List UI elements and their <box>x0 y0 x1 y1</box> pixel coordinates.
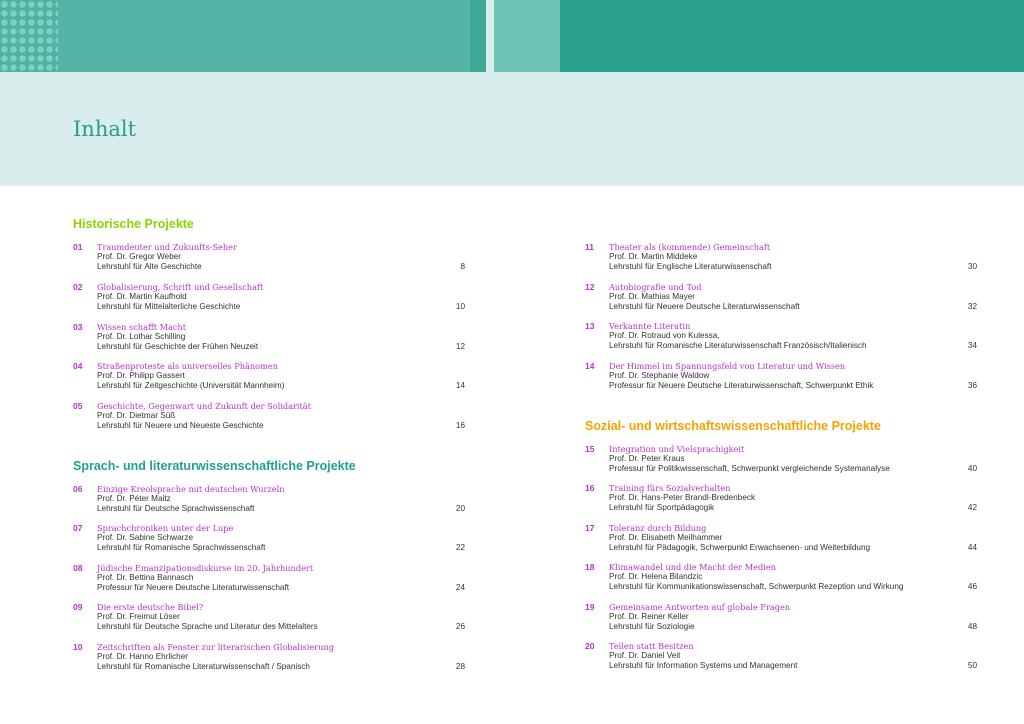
entry-author: Prof. Dr. Péter Maitz <box>97 494 171 503</box>
entry-title: Geschichte, Gegenwart und Zukunft der Solidarität <box>97 401 311 411</box>
toc-entry[interactable] <box>73 563 465 597</box>
entry-number: 17 <box>585 523 595 533</box>
entry-author: Prof. Dr. Martin Kaufhold <box>97 292 187 301</box>
entry-number: 02 <box>73 282 83 292</box>
entry-number: 01 <box>73 242 83 252</box>
entry-number: 13 <box>585 321 595 331</box>
entry-chair: Lehrstuhl für Neuere Deutsche Literaturwissenschaft <box>609 302 800 311</box>
entry-author: Prof. Dr. Peter Kraus <box>609 454 685 463</box>
page-title: Inhalt <box>73 117 137 141</box>
entry-number: 14 <box>585 361 595 371</box>
entry-title: Training fürs Sozialverhalten <box>609 483 731 493</box>
band-block <box>470 0 486 72</box>
entry-title: Sprachchroniken unter der Lupe <box>97 523 234 533</box>
entry-number: 16 <box>585 483 595 493</box>
entry-page: 28 <box>455 662 465 671</box>
entry-chair: Lehrstuhl für Mittelalterliche Geschichte <box>97 302 241 311</box>
entry-page: 32 <box>967 302 977 311</box>
toc-entry[interactable] <box>73 484 465 518</box>
entry-page: 36 <box>967 381 977 390</box>
toc-entry[interactable] <box>73 642 465 676</box>
entry-title: Einzige Kreolsprache mit deutschen Wurzeln <box>97 484 285 494</box>
entry-title: Toleranz durch Bildung <box>609 523 707 533</box>
entry-number: 11 <box>585 242 594 252</box>
entry-page: 10 <box>455 302 465 311</box>
entry-title: Klimawandel und die Macht der Medien <box>609 562 776 572</box>
entry-title: Theater als (kommende) Gemeinschaft <box>609 242 771 252</box>
toc-entry[interactable] <box>73 602 465 636</box>
entry-author: Prof. Dr. Lothar Schilling <box>97 332 186 341</box>
section-heading-language: Sprach- und literaturwissenschaftliche Projekte <box>73 459 356 473</box>
entry-title: Traumdeuter und Zukunfts-Seher <box>97 242 237 252</box>
entry-chair: Lehrstuhl für Romanische Literaturwissenschaft Französisch/Italienisch <box>609 341 867 350</box>
top-decorative-band <box>0 0 1024 72</box>
entry-author: Prof. Dr. Gregor Weber <box>97 252 182 261</box>
entry-title: Autobiografie und Tod <box>609 282 702 292</box>
entry-page: 24 <box>455 583 465 592</box>
entry-title: Globalisierung, Schrift und Gesellschaft <box>97 282 264 292</box>
entry-number: 19 <box>585 602 595 612</box>
entry-number: 06 <box>73 484 83 494</box>
toc-entry[interactable] <box>73 401 465 435</box>
band-block <box>494 0 560 72</box>
entry-chair: Professur für Neuere Deutsche Literaturwissenschaft <box>97 583 290 592</box>
entry-chair: Lehrstuhl für Romanische Sprachwissenschaft <box>97 543 266 552</box>
entry-author: Prof. Dr. Helena Bilandzic <box>609 572 703 581</box>
entry-number: 12 <box>585 282 595 292</box>
toc-entry[interactable] <box>73 282 465 316</box>
entry-author: Prof. Dr. Mathias Mayer <box>609 292 695 301</box>
entry-title: Wissen schafft Macht <box>97 322 187 332</box>
entry-author: Prof. Dr. Bettina Bannasch <box>97 573 194 582</box>
entry-title: Jüdische Emanzipationsdiskurse im 20. Jahrhundert <box>97 563 314 573</box>
entry-chair: Lehrstuhl für Deutsche Sprachwissenschaft <box>97 504 255 513</box>
entry-author: Prof. Dr. Elisabeth Meilhammer <box>609 533 723 542</box>
entry-chair: Lehrstuhl für Englische Literaturwissenschaft <box>609 262 772 271</box>
entry-chair: Lehrstuhl für Zeitgeschichte (Universität Mannheim) <box>97 381 285 390</box>
toc-entry[interactable] <box>585 242 977 276</box>
entry-title: Gemeinsame Antworten auf globale Fragen <box>609 602 791 612</box>
entry-title: Zeitschriften als Fenster zur literarischen Globalisierung <box>97 642 334 652</box>
entry-page: 50 <box>967 661 977 670</box>
toc-entry[interactable] <box>73 523 465 557</box>
entry-author: Prof. Dr. Stephanie Waldow <box>609 371 710 380</box>
section-heading-historic: Historische Projekte <box>73 217 194 231</box>
toc-entry[interactable] <box>585 602 977 636</box>
entry-chair: Lehrstuhl für Soziologie <box>609 622 695 631</box>
entry-page: 46 <box>967 582 977 591</box>
entry-author: Prof. Dr. Reiner Keller <box>609 612 689 621</box>
entry-chair: Lehrstuhl für Alte Geschichte <box>97 262 202 271</box>
entry-chair: Lehrstuhl für Geschichte der Frühen Neuzeit <box>97 342 259 351</box>
band-block <box>58 0 470 72</box>
entry-number: 10 <box>73 642 83 652</box>
entry-chair: Lehrstuhl für Deutsche Sprache und Literatur des Mittelalters <box>97 622 318 631</box>
entry-title: Verkannte Literatin <box>609 321 691 331</box>
entry-page: 48 <box>967 622 977 631</box>
entry-chair: Lehrstuhl für Information Systems und Management <box>609 661 798 670</box>
toc-entry[interactable] <box>585 562 977 596</box>
entry-author: Prof. Dr. Martin Middeke <box>609 252 698 261</box>
entry-chair: Lehrstuhl für Sportpädagogik <box>609 503 715 512</box>
toc-entry[interactable] <box>585 483 977 517</box>
entry-author: Prof. Dr. Dietmar Süß <box>97 411 176 420</box>
entry-title: Der Himmel im Spannungsfeld von Literatur und Wissen <box>609 361 846 371</box>
entry-title: Straßenproteste als universelles Phänomen <box>97 361 278 371</box>
entry-title: Die erste deutsche Bibel? <box>97 602 204 612</box>
entry-chair: Professur für Politikwissenschaft, Schwerpunkt vergleichende Systemanalyse <box>609 464 890 473</box>
toc-entry[interactable] <box>73 361 465 395</box>
entry-chair: Lehrstuhl für Pädagogik, Schwerpunkt Erwachsenen- und Weiterbildung <box>609 543 871 552</box>
entry-author: Prof. Dr. Sabine Schwarze <box>97 533 194 542</box>
entry-page: 40 <box>967 464 977 473</box>
entry-chair: Professur für Neuere Deutsche Literaturwissenschaft, Schwerpunkt Ethik <box>609 381 874 390</box>
toc-entry[interactable] <box>585 641 977 675</box>
entry-page: 12 <box>455 342 465 351</box>
entry-number: 15 <box>585 444 595 454</box>
toc-entry[interactable] <box>585 444 977 478</box>
entry-title: Integration und Vielsprachigkeit <box>609 444 745 454</box>
entry-number: 08 <box>73 563 83 573</box>
entry-author: Prof. Dr. Daniel Veit <box>609 651 681 660</box>
entry-page: 44 <box>967 543 977 552</box>
entry-page: 42 <box>967 503 977 512</box>
section-heading-social: Sozial- und wirtschaftswissenschaftliche Projekte <box>585 419 881 433</box>
entry-number: 07 <box>73 523 83 533</box>
entry-page: 22 <box>455 543 465 552</box>
entry-chair: Lehrstuhl für Neuere und Neueste Geschichte <box>97 421 264 430</box>
entry-page: 20 <box>455 504 465 513</box>
entry-number: 04 <box>73 361 83 371</box>
entry-chair: Lehrstuhl für Romanische Literaturwissenschaft / Spanisch <box>97 662 310 671</box>
entry-author: Prof. Dr. Rotraud von Kulessa, <box>609 331 720 340</box>
entry-page: 30 <box>967 262 977 271</box>
toc-entry[interactable] <box>585 282 977 316</box>
entry-title: Teilen statt Besitzen <box>609 641 694 651</box>
toc-entry[interactable] <box>73 322 465 356</box>
entry-chair: Lehrstuhl für Kommunikationswissenschaft, Schwerpunkt Rezeption und Wirkung <box>609 582 904 591</box>
entry-number: 05 <box>73 401 83 411</box>
entry-number: 20 <box>585 641 595 651</box>
entry-author: Prof. Dr. Philipp Gassert <box>97 371 185 380</box>
entry-author: Prof. Dr. Hans-Peter Brandl-Bredenbeck <box>609 493 756 502</box>
toc-entry[interactable] <box>585 361 977 395</box>
toc-entry[interactable] <box>585 523 977 557</box>
entry-author: Prof. Dr. Hanno Ehrlicher <box>97 652 189 661</box>
band-block <box>560 0 1024 72</box>
toc-entry[interactable] <box>73 242 465 276</box>
entry-page: 34 <box>967 341 977 350</box>
entry-page: 16 <box>455 421 465 430</box>
entry-number: 18 <box>585 562 595 572</box>
entry-page: 8 <box>460 262 465 271</box>
entry-page: 26 <box>455 622 465 631</box>
toc-entry[interactable] <box>585 321 977 355</box>
band-gap <box>486 0 494 72</box>
dot-pattern <box>0 0 58 72</box>
entry-number: 09 <box>73 602 83 612</box>
entry-number: 03 <box>73 322 83 332</box>
title-band <box>0 72 1024 186</box>
entry-page: 14 <box>455 381 465 390</box>
entry-author: Prof. Dr. Freimut Löser <box>97 612 180 621</box>
